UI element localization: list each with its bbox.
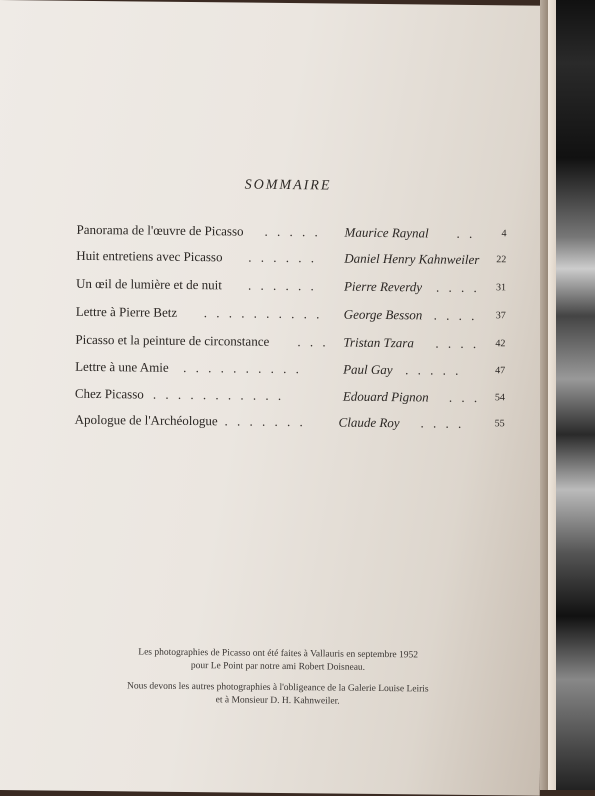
toc-entry-page: 42	[495, 338, 506, 350]
toc-leader-dots: . . . . .	[405, 362, 462, 378]
page-title: SOMMAIRE	[244, 177, 332, 194]
toc-entry-title: Huit entretiens avec Picasso	[76, 247, 223, 265]
toc-entry-page: 22	[496, 254, 507, 266]
toc-leader-dots: . . . . . . . . . .	[203, 305, 323, 322]
toc-entry-title: Lettre à Pierre Betz	[75, 303, 178, 320]
toc-entry-title: Apologue de l'Archéologue	[74, 411, 218, 429]
toc-entry-author: Daniel Henry Kahnweiler	[344, 250, 480, 268]
table-of-contents	[0, 215, 546, 431]
photo-credit-line: et à Monsieur D. H. Kahnweiler.	[215, 695, 340, 707]
toc-leader-dots: . . . . . .	[248, 249, 318, 266]
toc-leader-dots: . . . . . . . . . .	[183, 359, 302, 377]
photo-credit-line: Nous devons les autres photographies à l'obligeance de la Galerie Louise Leiris	[126, 681, 429, 695]
toc-leader-dots: . . . . .	[264, 223, 321, 240]
toc-entry	[76, 222, 506, 247]
toc-leader-dots: . . . .	[420, 415, 465, 431]
toc-entry	[76, 248, 506, 273]
toc-entry-author: Edouard Pignon	[342, 388, 429, 405]
toc-entry-page: 4	[501, 228, 507, 240]
toc-leader-dots: . . . . . . . . . . .	[152, 386, 285, 403]
toc-entry	[75, 332, 505, 357]
toc-leader-dots: . . .	[297, 334, 329, 350]
toc-entry-author: Claude Roy	[338, 414, 400, 431]
toc-entry-author: Tristan Tzara	[343, 334, 414, 351]
toc-entry-title: Picasso et la peinture de circonstance	[75, 331, 270, 349]
toc-entry-title: Panorama de l'œuvre de Picasso	[76, 221, 244, 239]
photo-credit-line: pour Le Point par notre ami Robert Doisneau.	[190, 661, 366, 673]
facing-page-photograph	[556, 0, 595, 790]
toc-leader-dots: . . . . . .	[247, 277, 317, 294]
toc-entry-page: 55	[494, 418, 505, 430]
toc-leader-dots: . . . .	[433, 307, 478, 324]
toc-entry	[76, 304, 506, 329]
toc-entry-author: George Besson	[343, 306, 423, 323]
toc-entry-page: 31	[495, 282, 507, 294]
toc-entry-author: Pierre Reverdy	[343, 278, 423, 295]
toc-entry-title: Chez Picasso	[74, 385, 144, 402]
toc-leader-dots: . . . . . . .	[224, 413, 306, 430]
toc-leader-dots: . . . .	[435, 279, 480, 296]
toc-entry-author: Paul Gay	[343, 361, 393, 378]
toc-entry-title: Un œil de lumière et de nuit	[75, 275, 222, 293]
toc-entry	[74, 412, 504, 437]
toc-entry-author: Maurice Raynal	[344, 224, 429, 241]
toc-entry	[75, 386, 505, 411]
toc-entry-page: 47	[495, 365, 506, 377]
toc-leader-dots: . . .	[448, 389, 481, 406]
toc-leader-dots: . .	[456, 225, 476, 241]
toc-entry-title: Lettre à une Amie	[75, 358, 169, 375]
toc-leader-dots: . . . .	[435, 335, 480, 352]
toc-entry-page: 54	[494, 392, 505, 404]
toc-entry	[75, 359, 505, 384]
toc-entry-page: 37	[495, 310, 506, 322]
toc-entry	[76, 276, 506, 301]
photo-credit-line: Les photographies de Picasso ont été faites à Vallauris en septembre 1952	[138, 647, 419, 661]
